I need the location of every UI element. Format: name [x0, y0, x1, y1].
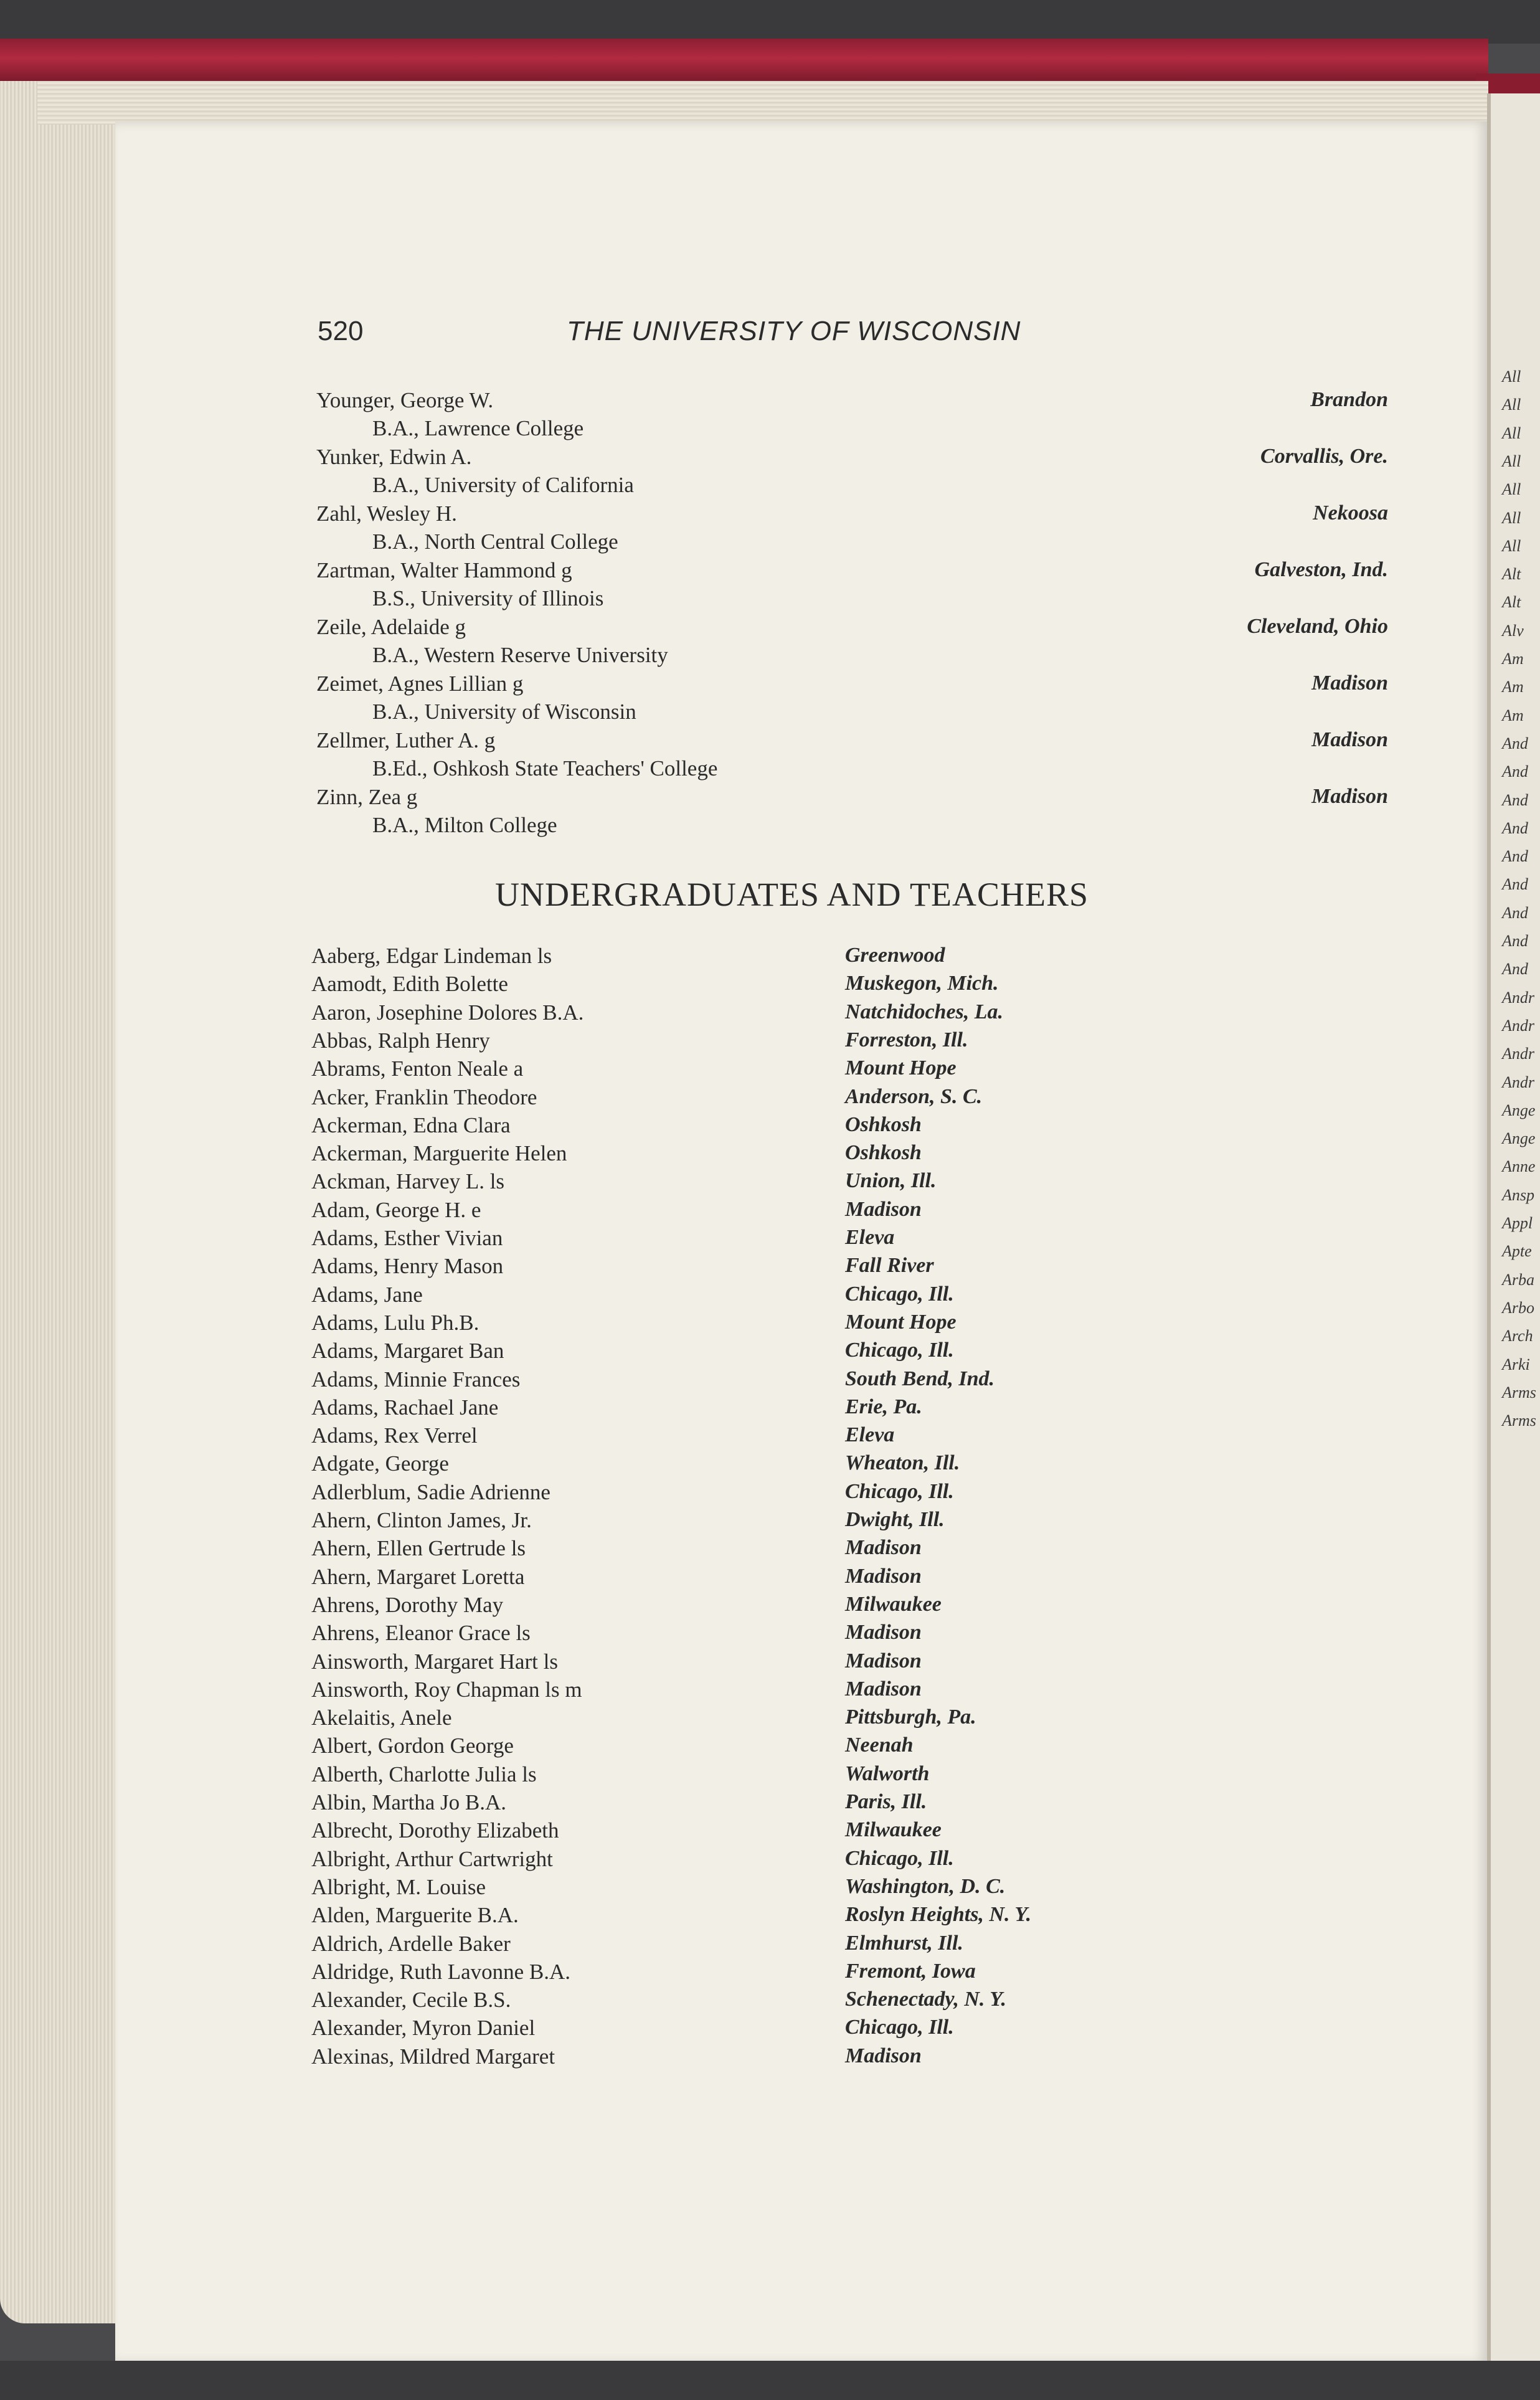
undergraduate-entry: [0, 1283, 1540, 1311]
undergraduate-entry: [0, 1988, 1540, 2016]
undergraduate-name: Alexinas, Mildred Margaret: [311, 2044, 555, 2069]
facing-page-fragment: Andr: [1502, 1045, 1534, 1063]
undergraduate-entry: [0, 1254, 1540, 1282]
undergraduate-name: Albright, Arthur Cartwright: [311, 1847, 553, 1871]
undergraduate-entry: [0, 2044, 1540, 2072]
undergraduate-entry: [0, 1056, 1540, 1084]
undergraduate-entry: [0, 1000, 1540, 1028]
undergraduate-name: Ahern, Clinton James, Jr.: [311, 1508, 532, 1532]
graduate-degree: B.A., North Central College: [372, 529, 618, 554]
undergraduate-name: Alexander, Cecile B.S.: [311, 1988, 511, 2012]
undergraduate-hometown: Chicago, Ill.: [845, 1339, 954, 1362]
undergraduate-entry: [0, 1311, 1540, 1339]
graduate-degree: B.A., University of Wisconsin: [372, 700, 636, 724]
scan-background-bottom: [0, 2361, 1540, 2400]
undergraduate-hometown: Madison: [845, 2044, 922, 2067]
undergraduate-hometown: Madison: [845, 1565, 922, 1588]
undergraduate-hometown: Mount Hope: [845, 1056, 957, 1079]
undergraduate-entry: [0, 1565, 1540, 1593]
graduate-name: Younger, George W.: [316, 388, 494, 412]
graduate-name: Yunker, Edwin A.: [316, 445, 472, 469]
undergraduate-hometown: Chicago, Ill.: [845, 2016, 954, 2039]
undergraduate-hometown: Oshkosh: [845, 1141, 922, 1164]
undergraduate-hometown: Walworth: [845, 1762, 930, 1785]
undergraduate-hometown: Dwight, Ill.: [845, 1508, 945, 1531]
undergraduate-hometown: Neenah: [845, 1734, 914, 1757]
undergraduate-entry: [0, 1790, 1540, 1818]
facing-page-fragment: Arba: [1502, 1271, 1534, 1289]
undergraduate-hometown: Elmhurst, Ill.: [845, 1932, 963, 1955]
undergraduate-hometown: Schenectady, N. Y.: [845, 1988, 1007, 2011]
facing-page-fragment: And: [1502, 932, 1528, 950]
undergraduate-entry: [0, 1621, 1540, 1649]
undergraduate-entry: [0, 1932, 1540, 1960]
graduate-hometown: Corvallis, Ore.: [1260, 445, 1388, 468]
undergraduate-name: Adams, Margaret Ban: [311, 1339, 504, 1363]
undergraduate-entry: [0, 1395, 1540, 1423]
undergraduate-entry: [0, 944, 1540, 972]
undergraduate-entry: [0, 1226, 1540, 1254]
undergraduate-entry: [0, 1649, 1540, 1677]
facing-page-fragment: Arms: [1502, 1383, 1536, 1402]
graduate-hometown: Cleveland, Ohio: [1247, 615, 1388, 638]
undergraduate-name: Ahrens, Dorothy May: [311, 1593, 504, 1617]
facing-page-fragment: Arch: [1502, 1327, 1533, 1345]
section-title: UNDERGRADUATES AND TEACHERS: [495, 876, 1089, 913]
undergraduate-hometown: Mount Hope: [845, 1311, 957, 1334]
undergraduate-entry: [0, 1536, 1540, 1564]
graduate-degree: B.Ed., Oshkosh State Teachers' College: [372, 756, 718, 780]
graduate-name: Zeimet, Agnes Lillian g: [316, 671, 524, 696]
running-head: THE UNIVERSITY OF WISCONSIN: [567, 316, 1021, 346]
undergraduate-entry: [0, 1198, 1540, 1226]
facing-page-fragment: Andr: [1502, 1073, 1534, 1091]
facing-page-fragment: Appl: [1502, 1214, 1533, 1232]
graduate-hometown: Galveston, Ind.: [1254, 558, 1388, 581]
facing-page-fragment: All: [1502, 396, 1521, 414]
graduate-hometown: Nekoosa: [1313, 501, 1388, 524]
undergraduate-entry: [0, 1677, 1540, 1705]
undergraduate-hometown: South Bend, Ind.: [845, 1367, 994, 1390]
undergraduate-hometown: Chicago, Ill.: [845, 1480, 954, 1503]
undergraduate-entry: [0, 1169, 1540, 1197]
graduate-name: Zahl, Wesley H.: [316, 501, 457, 526]
undergraduate-hometown: Madison: [845, 1677, 922, 1700]
undergraduate-hometown: Fremont, Iowa: [845, 1960, 976, 1983]
facing-page-fragment: Arms: [1502, 1411, 1536, 1430]
undergraduate-entry: [0, 1960, 1540, 1988]
undergraduate-name: Abbas, Ralph Henry: [311, 1028, 490, 1053]
undergraduate-hometown: Madison: [845, 1198, 922, 1221]
facing-page-fragment: And: [1502, 734, 1528, 752]
undergraduate-name: Adams, Jane: [311, 1283, 423, 1307]
undergraduate-name: Aamodt, Edith Bolette: [311, 972, 508, 996]
undergraduate-entry: [0, 1847, 1540, 1875]
undergraduate-name: Aldrich, Ardelle Baker: [311, 1932, 511, 1956]
undergraduate-hometown: Milwaukee: [845, 1593, 942, 1616]
graduate-name: Zinn, Zea g: [316, 785, 418, 809]
undergraduate-hometown: Fall River: [845, 1254, 934, 1277]
undergraduate-hometown: Wheaton, Ill.: [845, 1451, 960, 1474]
undergraduate-hometown: Muskegon, Mich.: [845, 972, 999, 995]
undergraduate-hometown: Roslyn Heights, N. Y.: [845, 1903, 1032, 1926]
book-cover-red: [0, 39, 1488, 82]
undergraduate-entry: [0, 1508, 1540, 1536]
undergraduate-name: Alden, Marguerite B.A.: [311, 1903, 519, 1927]
undergraduate-entry: [0, 1875, 1540, 1903]
undergraduate-name: Adam, George H. e: [311, 1198, 481, 1222]
undergraduate-name: Aaron, Josephine Dolores B.A.: [311, 1000, 584, 1025]
facing-page-fragment: All: [1502, 480, 1521, 498]
facing-page-fragment: Alt: [1502, 593, 1521, 611]
facing-page-fragment: Anne: [1502, 1157, 1536, 1175]
undergraduate-name: Adams, Rachael Jane: [311, 1395, 499, 1420]
undergraduate-hometown: Anderson, S. C.: [845, 1085, 983, 1108]
undergraduate-hometown: Madison: [845, 1621, 922, 1644]
undergraduate-name: Ackerman, Marguerite Helen: [311, 1141, 567, 1165]
undergraduate-name: Albright, M. Louise: [311, 1875, 486, 1899]
undergraduate-name: Ainsworth, Roy Chapman ls m: [311, 1677, 582, 1702]
undergraduate-name: Adams, Rex Verrel: [311, 1423, 478, 1448]
facing-page-fragment: And: [1502, 875, 1528, 893]
undergraduate-entry: [0, 1423, 1540, 1451]
facing-page-fragment: Ange: [1502, 1101, 1536, 1119]
undergraduate-name: Ackerman, Edna Clara: [311, 1113, 511, 1137]
graduate-hometown: Brandon: [1310, 388, 1388, 411]
undergraduate-entry: [0, 972, 1540, 1000]
facing-page-fragment: Arki: [1502, 1355, 1530, 1373]
undergraduate-entry: [0, 1762, 1540, 1790]
facing-page-fragment: Alt: [1502, 565, 1521, 583]
undergraduate-hometown: Washington, D. C.: [845, 1875, 1006, 1898]
undergraduate-entry: [0, 1734, 1540, 1762]
undergraduate-entry: [0, 1451, 1540, 1479]
facing-page-fragment: Apte: [1502, 1242, 1532, 1260]
undergraduate-hometown: Paris, Ill.: [845, 1790, 927, 1813]
graduate-name: Zartman, Walter Hammond g: [316, 558, 572, 582]
undergraduate-hometown: Pittsburgh, Pa.: [845, 1705, 976, 1729]
undergraduate-hometown: Milwaukee: [845, 1818, 942, 1841]
facing-page-fragment: All: [1502, 452, 1521, 470]
undergraduate-entry: [0, 1705, 1540, 1734]
page-number: 520: [318, 316, 364, 346]
graduate-degree: B.A., Milton College: [372, 813, 557, 837]
facing-page-fragment: Ange: [1502, 1129, 1536, 1147]
graduate-degree: B.A., Western Reserve University: [372, 643, 668, 667]
facing-page-fragment: Andr: [1502, 989, 1534, 1007]
undergraduate-hometown: Madison: [845, 1649, 922, 1672]
undergraduate-hometown: Oshkosh: [845, 1113, 922, 1136]
undergraduate-entry: [0, 1141, 1540, 1169]
facing-page-fragment: And: [1502, 904, 1528, 922]
undergraduate-entry: [0, 1367, 1540, 1395]
undergraduate-entry: [0, 1903, 1540, 1931]
undergraduate-entry: [0, 1339, 1540, 1367]
graduate-hometown: Madison: [1311, 785, 1388, 808]
undergraduate-entry: [0, 1480, 1540, 1508]
facing-page-fragment: Am: [1502, 706, 1524, 724]
undergraduate-hometown: Greenwood: [845, 944, 945, 967]
graduate-degree: B.A., Lawrence College: [372, 416, 584, 440]
undergraduate-entry: [0, 1818, 1540, 1846]
graduate-degree: B.A., University of California: [372, 473, 634, 497]
facing-page-fragment: Arbo: [1502, 1299, 1534, 1317]
undergraduate-name: Adlerblum, Sadie Adrienne: [311, 1480, 550, 1504]
graduate-hometown: Madison: [1311, 728, 1388, 751]
undergraduate-name: Adams, Esther Vivian: [311, 1226, 503, 1250]
facing-page-fragment: Am: [1502, 650, 1524, 668]
undergraduate-entry: [0, 2016, 1540, 2044]
undergraduate-name: Aaberg, Edgar Lindeman ls: [311, 944, 552, 968]
undergraduate-hometown: Chicago, Ill.: [845, 1283, 954, 1306]
undergraduate-hometown: Natchidoches, La.: [845, 1000, 1004, 1023]
undergraduate-entry: [0, 1113, 1540, 1141]
facing-page-fragment: And: [1502, 960, 1528, 978]
page-top-edge: [37, 81, 1488, 125]
undergraduate-name: Albin, Martha Jo B.A.: [311, 1790, 507, 1814]
facing-page-fragment: And: [1502, 791, 1528, 809]
facing-page-fragment: Alv: [1502, 622, 1524, 640]
undergraduate-name: Albert, Gordon George: [311, 1734, 514, 1758]
undergraduate-hometown: Erie, Pa.: [845, 1395, 922, 1418]
undergraduate-entry: [0, 1085, 1540, 1113]
undergraduate-name: Ahern, Ellen Gertrude ls: [311, 1536, 526, 1560]
undergraduate-hometown: Eleva: [845, 1226, 895, 1249]
undergraduate-name: Ahern, Margaret Loretta: [311, 1565, 525, 1589]
facing-page-fragment: And: [1502, 847, 1528, 865]
facing-page-fragment: And: [1502, 762, 1528, 780]
undergraduate-entry: [0, 1028, 1540, 1056]
undergraduate-entry: [0, 1593, 1540, 1621]
facing-page-fragment: And: [1502, 819, 1528, 837]
facing-page-fragment: All: [1502, 424, 1521, 442]
graduate-name: Zeile, Adelaide g: [316, 615, 466, 639]
undergraduate-name: Alexander, Myron Daniel: [311, 2016, 536, 2040]
scan-background-top: [0, 0, 1540, 44]
undergraduate-name: Ahrens, Eleanor Grace ls: [311, 1621, 531, 1645]
undergraduate-name: Aldridge, Ruth Lavonne B.A.: [311, 1960, 571, 1984]
graduate-hometown: Madison: [1311, 671, 1388, 695]
undergraduate-name: Abrams, Fenton Neale a: [311, 1056, 524, 1081]
facing-page-fragment: Ansp: [1502, 1186, 1534, 1204]
facing-page-fragment: All: [1502, 509, 1521, 527]
undergraduate-hometown: Chicago, Ill.: [845, 1847, 954, 1870]
facing-page-fragment: Andr: [1502, 1017, 1534, 1035]
undergraduate-hometown: Forreston, Ill.: [845, 1028, 968, 1051]
undergraduate-name: Akelaitis, Anele: [311, 1705, 452, 1730]
undergraduate-name: Adams, Minnie Frances: [311, 1367, 521, 1392]
undergraduate-name: Adams, Henry Mason: [311, 1254, 504, 1278]
undergraduate-name: Acker, Franklin Theodore: [311, 1085, 537, 1109]
facing-page-fragment: All: [1502, 537, 1521, 555]
undergraduate-hometown: Madison: [845, 1536, 922, 1559]
graduate-name: Zellmer, Luther A. g: [316, 728, 496, 752]
undergraduate-hometown: Eleva: [845, 1423, 895, 1446]
graduate-degree: B.S., University of Illinois: [372, 586, 604, 610]
undergraduate-name: Ackman, Harvey L. ls: [311, 1169, 505, 1193]
undergraduate-name: Albrecht, Dorothy Elizabeth: [311, 1818, 559, 1843]
undergraduate-name: Adams, Lulu Ph.B.: [311, 1311, 479, 1335]
undergraduate-hometown: Union, Ill.: [845, 1169, 937, 1192]
undergraduate-name: Adgate, George: [311, 1451, 449, 1476]
facing-page-fragment: All: [1502, 368, 1521, 386]
undergraduate-name: Ainsworth, Margaret Hart ls: [311, 1649, 558, 1674]
facing-page-fragment: Am: [1502, 678, 1524, 696]
undergraduate-name: Alberth, Charlotte Julia ls: [311, 1762, 537, 1786]
